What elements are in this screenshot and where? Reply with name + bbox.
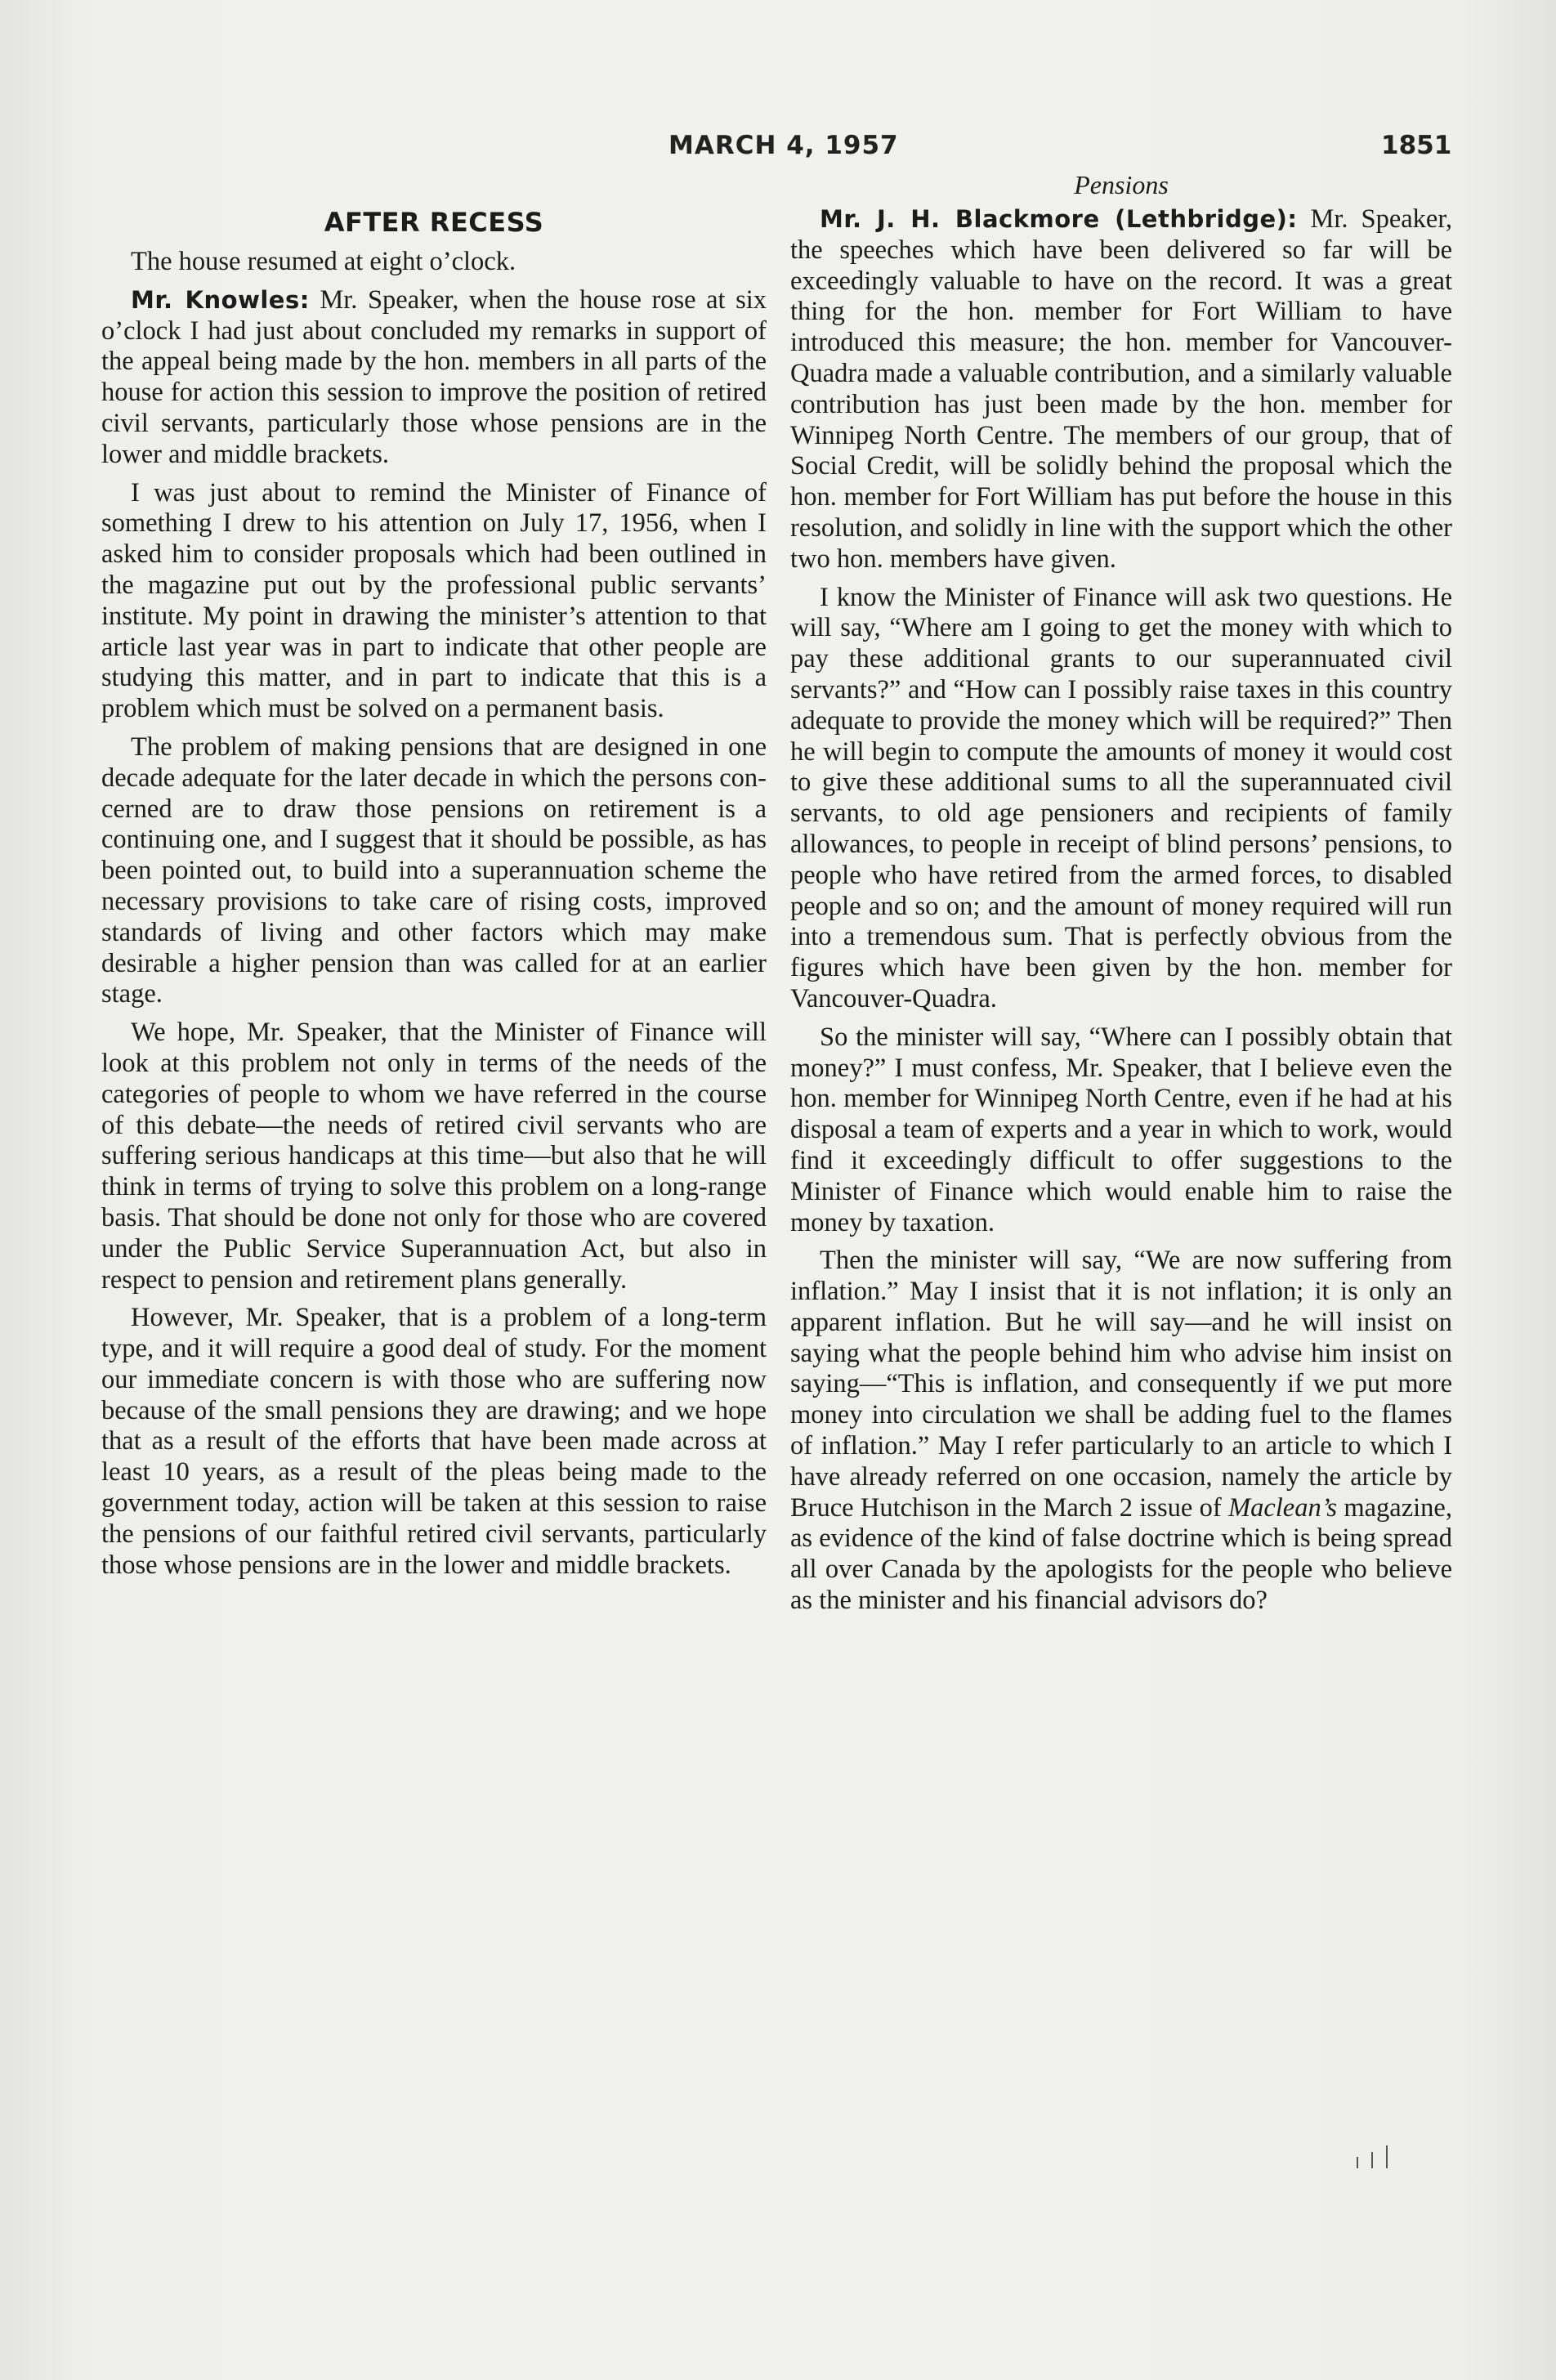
speaker-name: Mr. J. H. Blackmore (Lethbridge): <box>820 205 1298 233</box>
knowles-paragraph-2: I was just about to remind the Minister of Finance of something I drew to his attention on July 17, 1956, when I asked him to consider proposals which had been outlined in the magazine put out by the professional public servants’ institute. My point in drawing the minister’s attention to that article last year was in part to indicate that other people are studying this matter, and in part to indicate that this is a problem which must be solved on a permanent basis. <box>101 477 767 724</box>
paragraph-text: Then the minister will say, “We are now suffering from inflation.” May I insist that it is not inflation; it is only an apparent inflation. But he will say—and he will insist on saying what the people behind him who advise him insist on saying—“This is inflation, and consequently if we put more money into circulation we shall be adding fuel to the flames of inflation.” May I refer particularly to an article to which I have already referred on one occasion, namely the article by Bruce Hutchison in the March 2 issue of <box>790 1246 1452 1523</box>
paragraph-text: Mr. Speaker, when the house rose at six o’clock I had just about concluded my remarks in support of the appeal being made by the hon. members in all parts of the house for action this session to improve the position of retired civil servants, particularly those whose pensions are in the lower and middle brackets. <box>101 284 767 469</box>
scan-mark <box>1357 2145 1455 2170</box>
left-column <box>101 206 767 1588</box>
knowles-paragraph-5: However, Mr. Speaker, that is a problem of a long-term type, and it will require a good deal of study. For the moment our immediate concern is with those who are suffering now because of the small pensions they are drawing; and we hope that as a result of the efforts that have been made across at least 10 years, as a result of the pleas being made to the government today, action will be taken at this session to raise the pensions of our faithful retired civil servants, particularly those whose pensions are in the lower and middle brackets. <box>101 1303 767 1580</box>
section-heading: AFTER RECESS <box>324 207 544 238</box>
blackmore-paragraph-4 <box>790 1246 1452 1617</box>
paragraph-text: Mr. Speaker, the speeches which have been delivered so far will be exceedingly valuable to have on the record. It was a great thing for the hon. member for Fort William to have introduced this measure; the hon. member for Vancouver-Quadra made a valuable contribution, and a similarly valuable contribution has just been made by the hon. member for Winnipeg North Centre. The members of our group, that of Social Credit, will be solidly behind the proposal which the hon. member for Fort William has put before the house in this resolution, and solidly in line with the support which the other two hon. members have given. <box>790 204 1452 574</box>
speaker-name: Mr. Knowles: <box>131 285 310 314</box>
knowles-paragraph-4: We hope, Mr. Speaker, that the Minister of Finance will look at this problem not only in terms of the needs of the categories of people to whom we have referred in the course of this debate—the needs of retired civil servants who are suffering serious handicaps at this time—but also that he will think in terms of trying to solve this problem on a long-range basis. That should be done not only for those who are covered under the Public Service Superannuation Act, but also in respect to pension and retirement plans generally. <box>101 1018 767 1295</box>
page-number: 1851 <box>1381 131 1452 160</box>
resumed-line: The house resumed at eight o’clock. <box>131 247 516 276</box>
blackmore-paragraph-2: I know the Minister of Finance will ask two questions. He will say, “Where am I going to get the money with which to pay these additional grants to our superannuated civil servants?” and “How can I possibly raise taxes in this country adequate to provide the money which will be required?” Then he will begin to compute the amounts of money it would cost to give these additional sums to all the superannuated civil servants, to old age pensioners and recipients of family allowances, to people in receipt of blind persons’ pensions, to people who have retired from the armed forces, to disabled people and so on; and the amount of money required will run into a tremendous sum. That is perfectly obvious from the figures which have been given by the hon. member for Vancouver-Quadra. <box>790 582 1452 1013</box>
knowles-paragraph-3: The problem of making pensions that are designed in one decade adequate for the later decade in which the persons concerned are to draw those pensions on retirement is a continuing one, and I suggest that it should be possible, as has been pointed out, to build into a superannuation scheme the necessary provisions to take care of rising costs, improved standards of living and other factors which may make desirable a higher pension than was called for at an earlier stage. <box>101 731 767 1009</box>
blackmore-paragraph-1 <box>790 204 1452 575</box>
blackmore-paragraph-3: So the minister will say, “Where can I possibly obtain that money?” I must confess, Mr. Speaker, that I believe even the hon. member for Winnipeg North Centre, even if he had at his disposal a team of experts and a year in which to work, would find it exceedingly difficult to offer suggestions to the Minister of Finance which would enable him to raise the money by taxation. <box>790 1022 1452 1237</box>
paragraph-text: magazine, as evidence of the kind of false doctrine which is being spread all over Canada by the apologists for the people who believe as the minister and his financial advisors do? <box>790 1492 1452 1616</box>
magazine-title: Maclean’s <box>1228 1492 1338 1523</box>
knowles-paragraph-1 <box>101 285 767 471</box>
right-column <box>790 168 1452 1624</box>
header-date: MARCH 4, 1957 <box>668 131 899 160</box>
running-head: Pensions <box>1074 170 1169 199</box>
